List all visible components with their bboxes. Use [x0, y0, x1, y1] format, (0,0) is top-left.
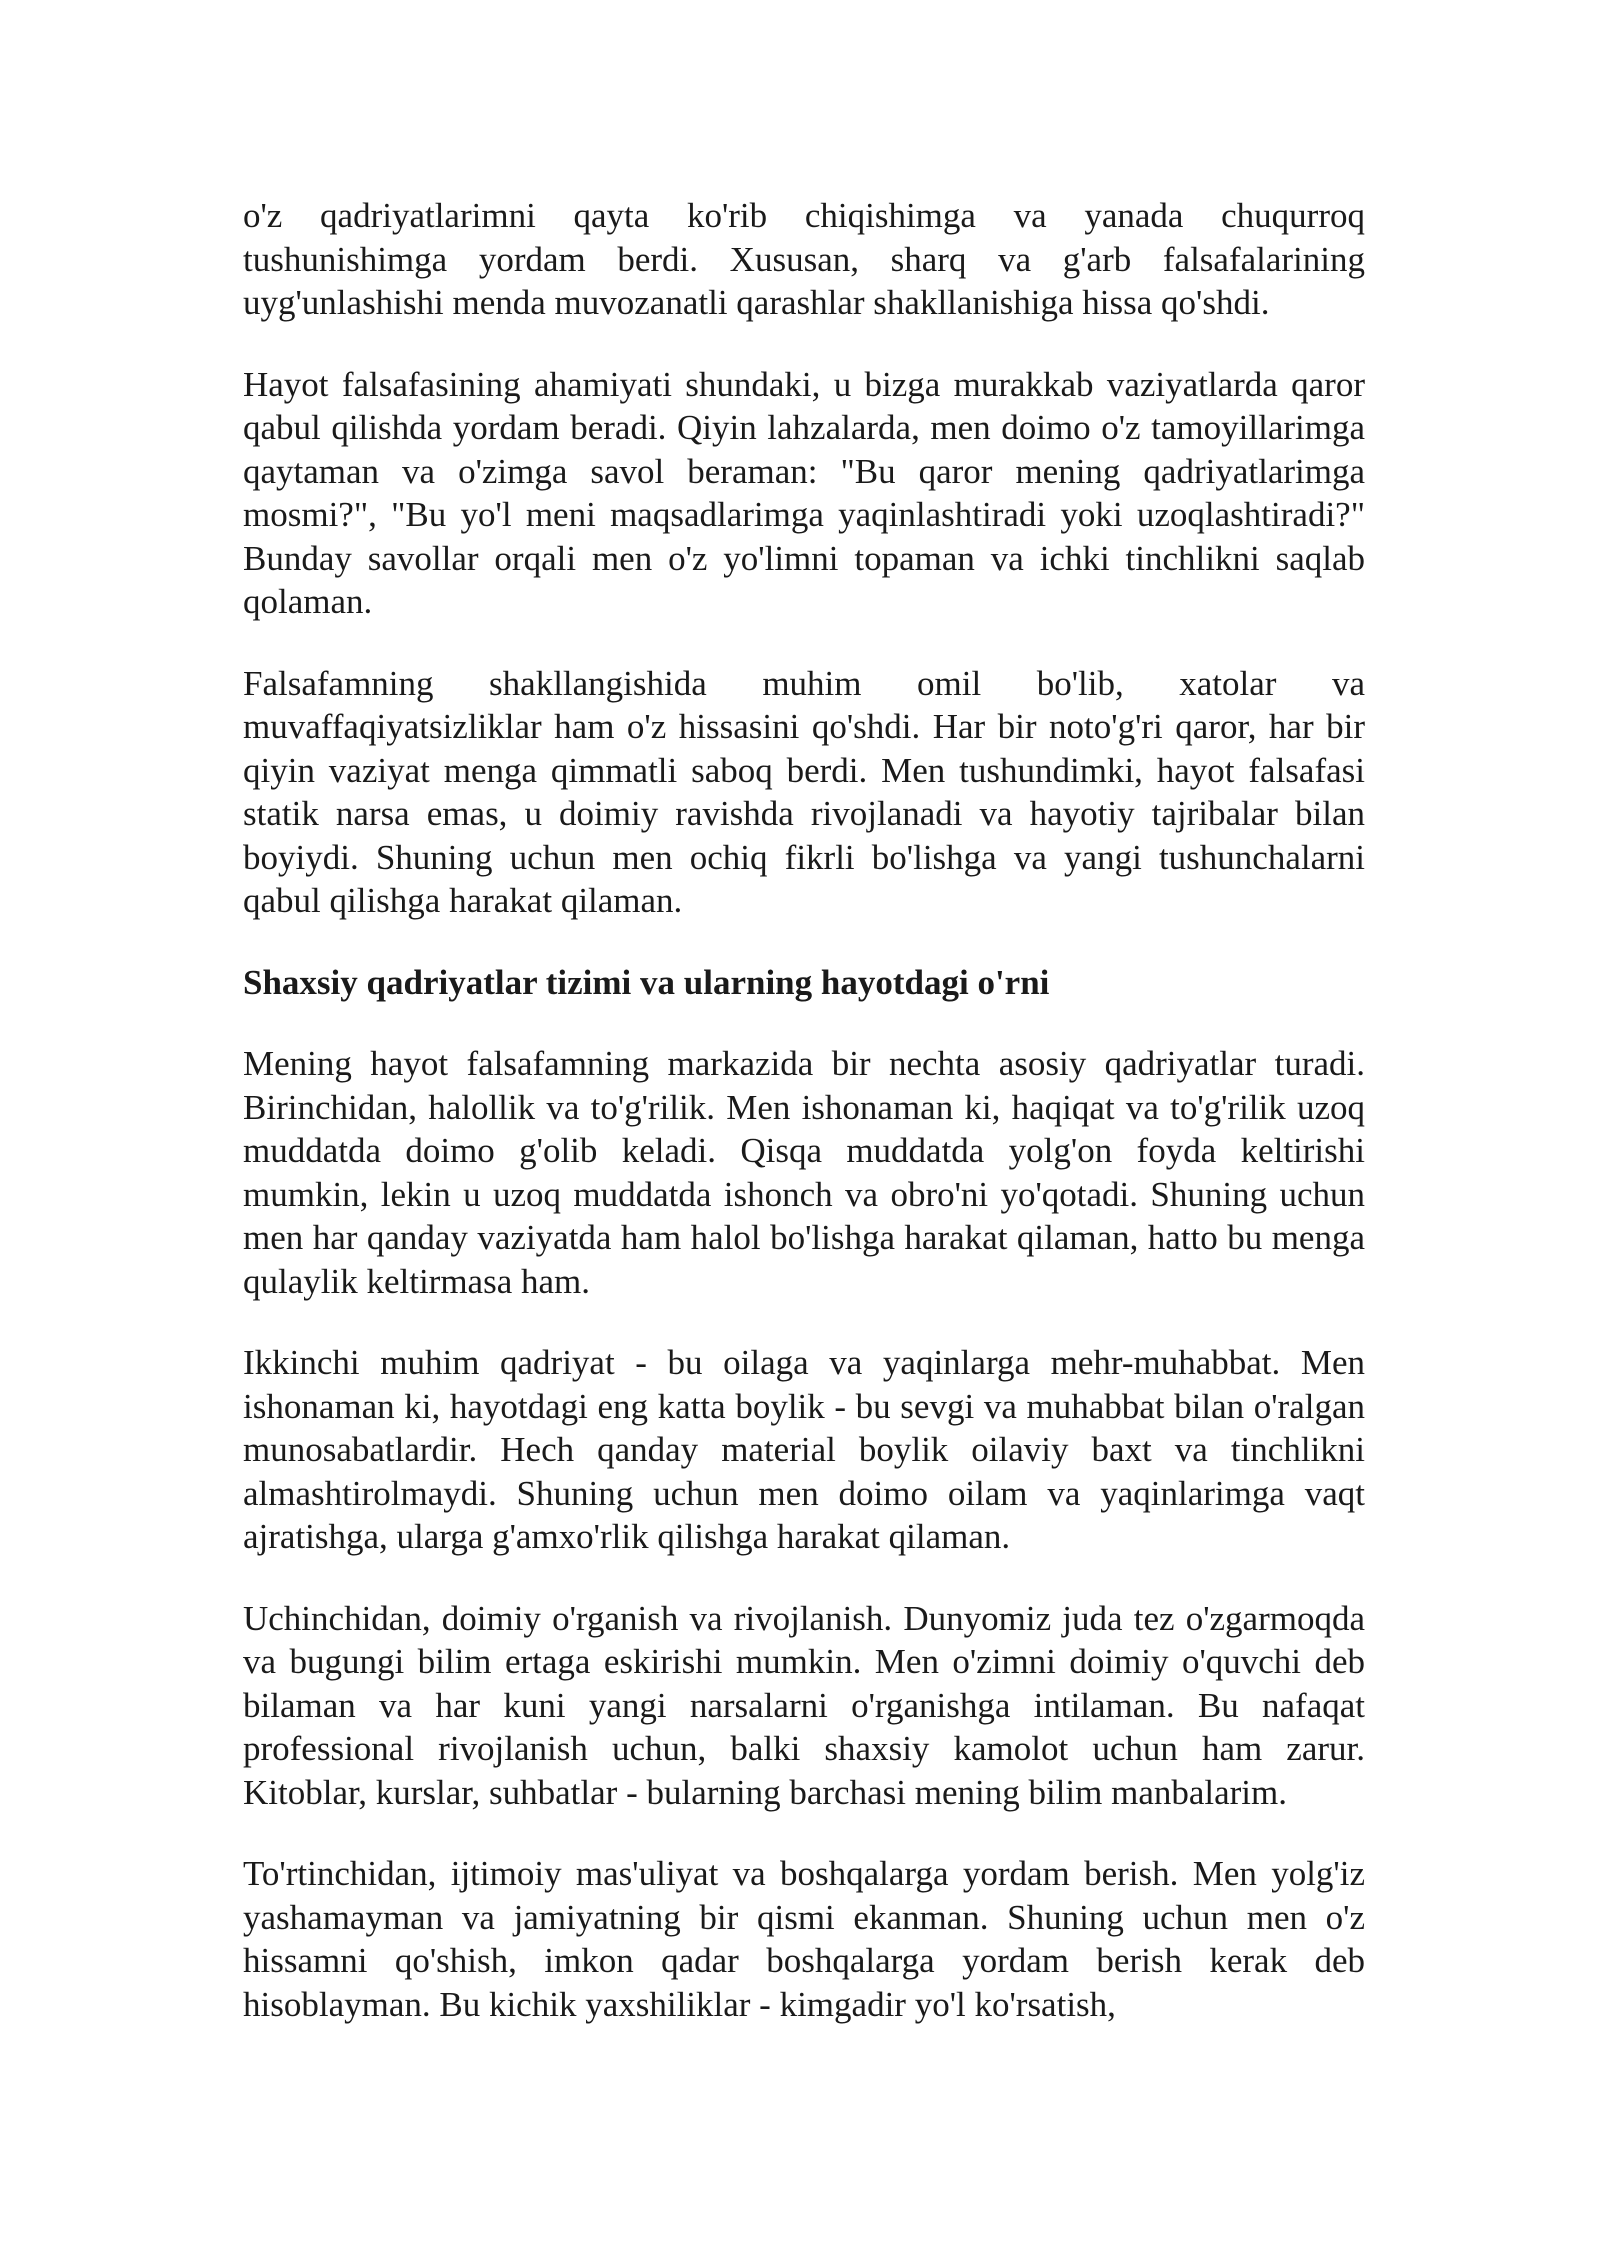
paragraph-7: To'rtinchidan, ijtimoiy mas'uliyat va boshqalarga yordam berish. Men yolg'iz yashamayman va jamiyatning bir qismi ekanman. Shuning uchun men o'z hissamni qo'shish, imkon qadar boshqalarga yordam berish kerak deb hisoblayman. Bu kichik yaxshiliklar - kimgadir yo'l ko'rsatish, [243, 1854, 1365, 2024]
paragraph-3: Falsafamning shakllangishida muhim omil bo'lib, xatolar va muvaffaqiyatsizliklar ham o'z hissasini qo'shdi. Har bir noto'g'ri qaror, har bir qiyin vaziyat menga qimmatli saboq berdi. Men tushundimki, hayot falsafasi statik narsa emas, u doimiy ravishda rivojlanadi va hayotiy tajribalar bilan boyiydi. Shuning uchun men ochiq fikrli bo'lishga va yangi tushunchalarni qabul qilishga harakat qilaman. [243, 663, 1365, 920]
paragraph-5: Ikkinchi muhim qadriyat - bu oilaga va yaqinlarga mehr-muhabbat. Men ishonaman ki, hayotdagi eng katta boylik - bu sevgi va muhabbat bilan o'ralgan munosabatlardir. Hech qanday material boylik oilaviy baxt va tinchlikni almashtirolmaydi. Shuning uchun men doimo oilam va yaqinlarimga vaqt ajratishga, ularga g'amxo'rlik qilishga harakat qilaman. [243, 1343, 1365, 1556]
section-heading: Shaxsiy qadriyatlar tizimi va ularning hayotdagi o'rni [243, 962, 1050, 1002]
paragraph-1: o'z qadriyatlarimni qayta ko'rib chiqishimga va yanada chuqurroq tushunishimga yordam berdi. Xususan, sharq va g'arb falsafalarining uyg'unlashishi menda muvozanatli qarashlar shakllanishiga hissa qo'shdi. [243, 196, 1365, 322]
document-page [243, 194, 1365, 2064]
paragraph-2: Hayot falsafasining ahamiyati shundaki, u bizga murakkab vaziyatlarda qaror qabul qilishda yordam beradi. Qiyin lahzalarda, men doimo o'z tamoyillarimga qaytaman va o'zimga savol beraman: "Bu qaror mening qadriyatlarimga mosmi?", "Bu yo'l meni maqsadlarimga yaqinlashtiradi yoki uzoqlashtiradi?" Bunday savollar orqali men o'z yo'limni topaman va ichki tinchlikni saqlab qolaman. [243, 364, 1365, 621]
paragraph-4: Mening hayot falsafamning markazida bir nechta asosiy qadriyatlar turadi. Birinchidan, halollik va to'g'rilik. Men ishonaman ki, haqiqat va to'g'rilik uzoq muddatda doimo g'olib keladi. Qisqa muddatda yolg'on foyda keltirishi mumkin, lekin u uzoq muddatda ishonch va obro'ni yo'qotadi. Shuning uchun men har qanday vaziyatda ham halol bo'lishga harakat qilaman, hatto bu menga qulaylik keltirmasa ham. [243, 1044, 1365, 1301]
paragraph-6: Uchinchidan, doimiy o'rganish va rivojlanish. Dunyomiz juda tez o'zgarmoqda va bugungi bilim ertaga eskirishi mumkin. Men o'zimni doimiy o'quvchi deb bilaman va har kuni yangi narsalarni o'rganishga intilaman. Bu nafaqat professional rivojlanish uchun, balki shaxsiy kamolot uchun ham zarur. Kitoblar, kurslar, suhbatlar - bularning barchasi mening bilim manbalarim. [243, 1598, 1365, 1812]
